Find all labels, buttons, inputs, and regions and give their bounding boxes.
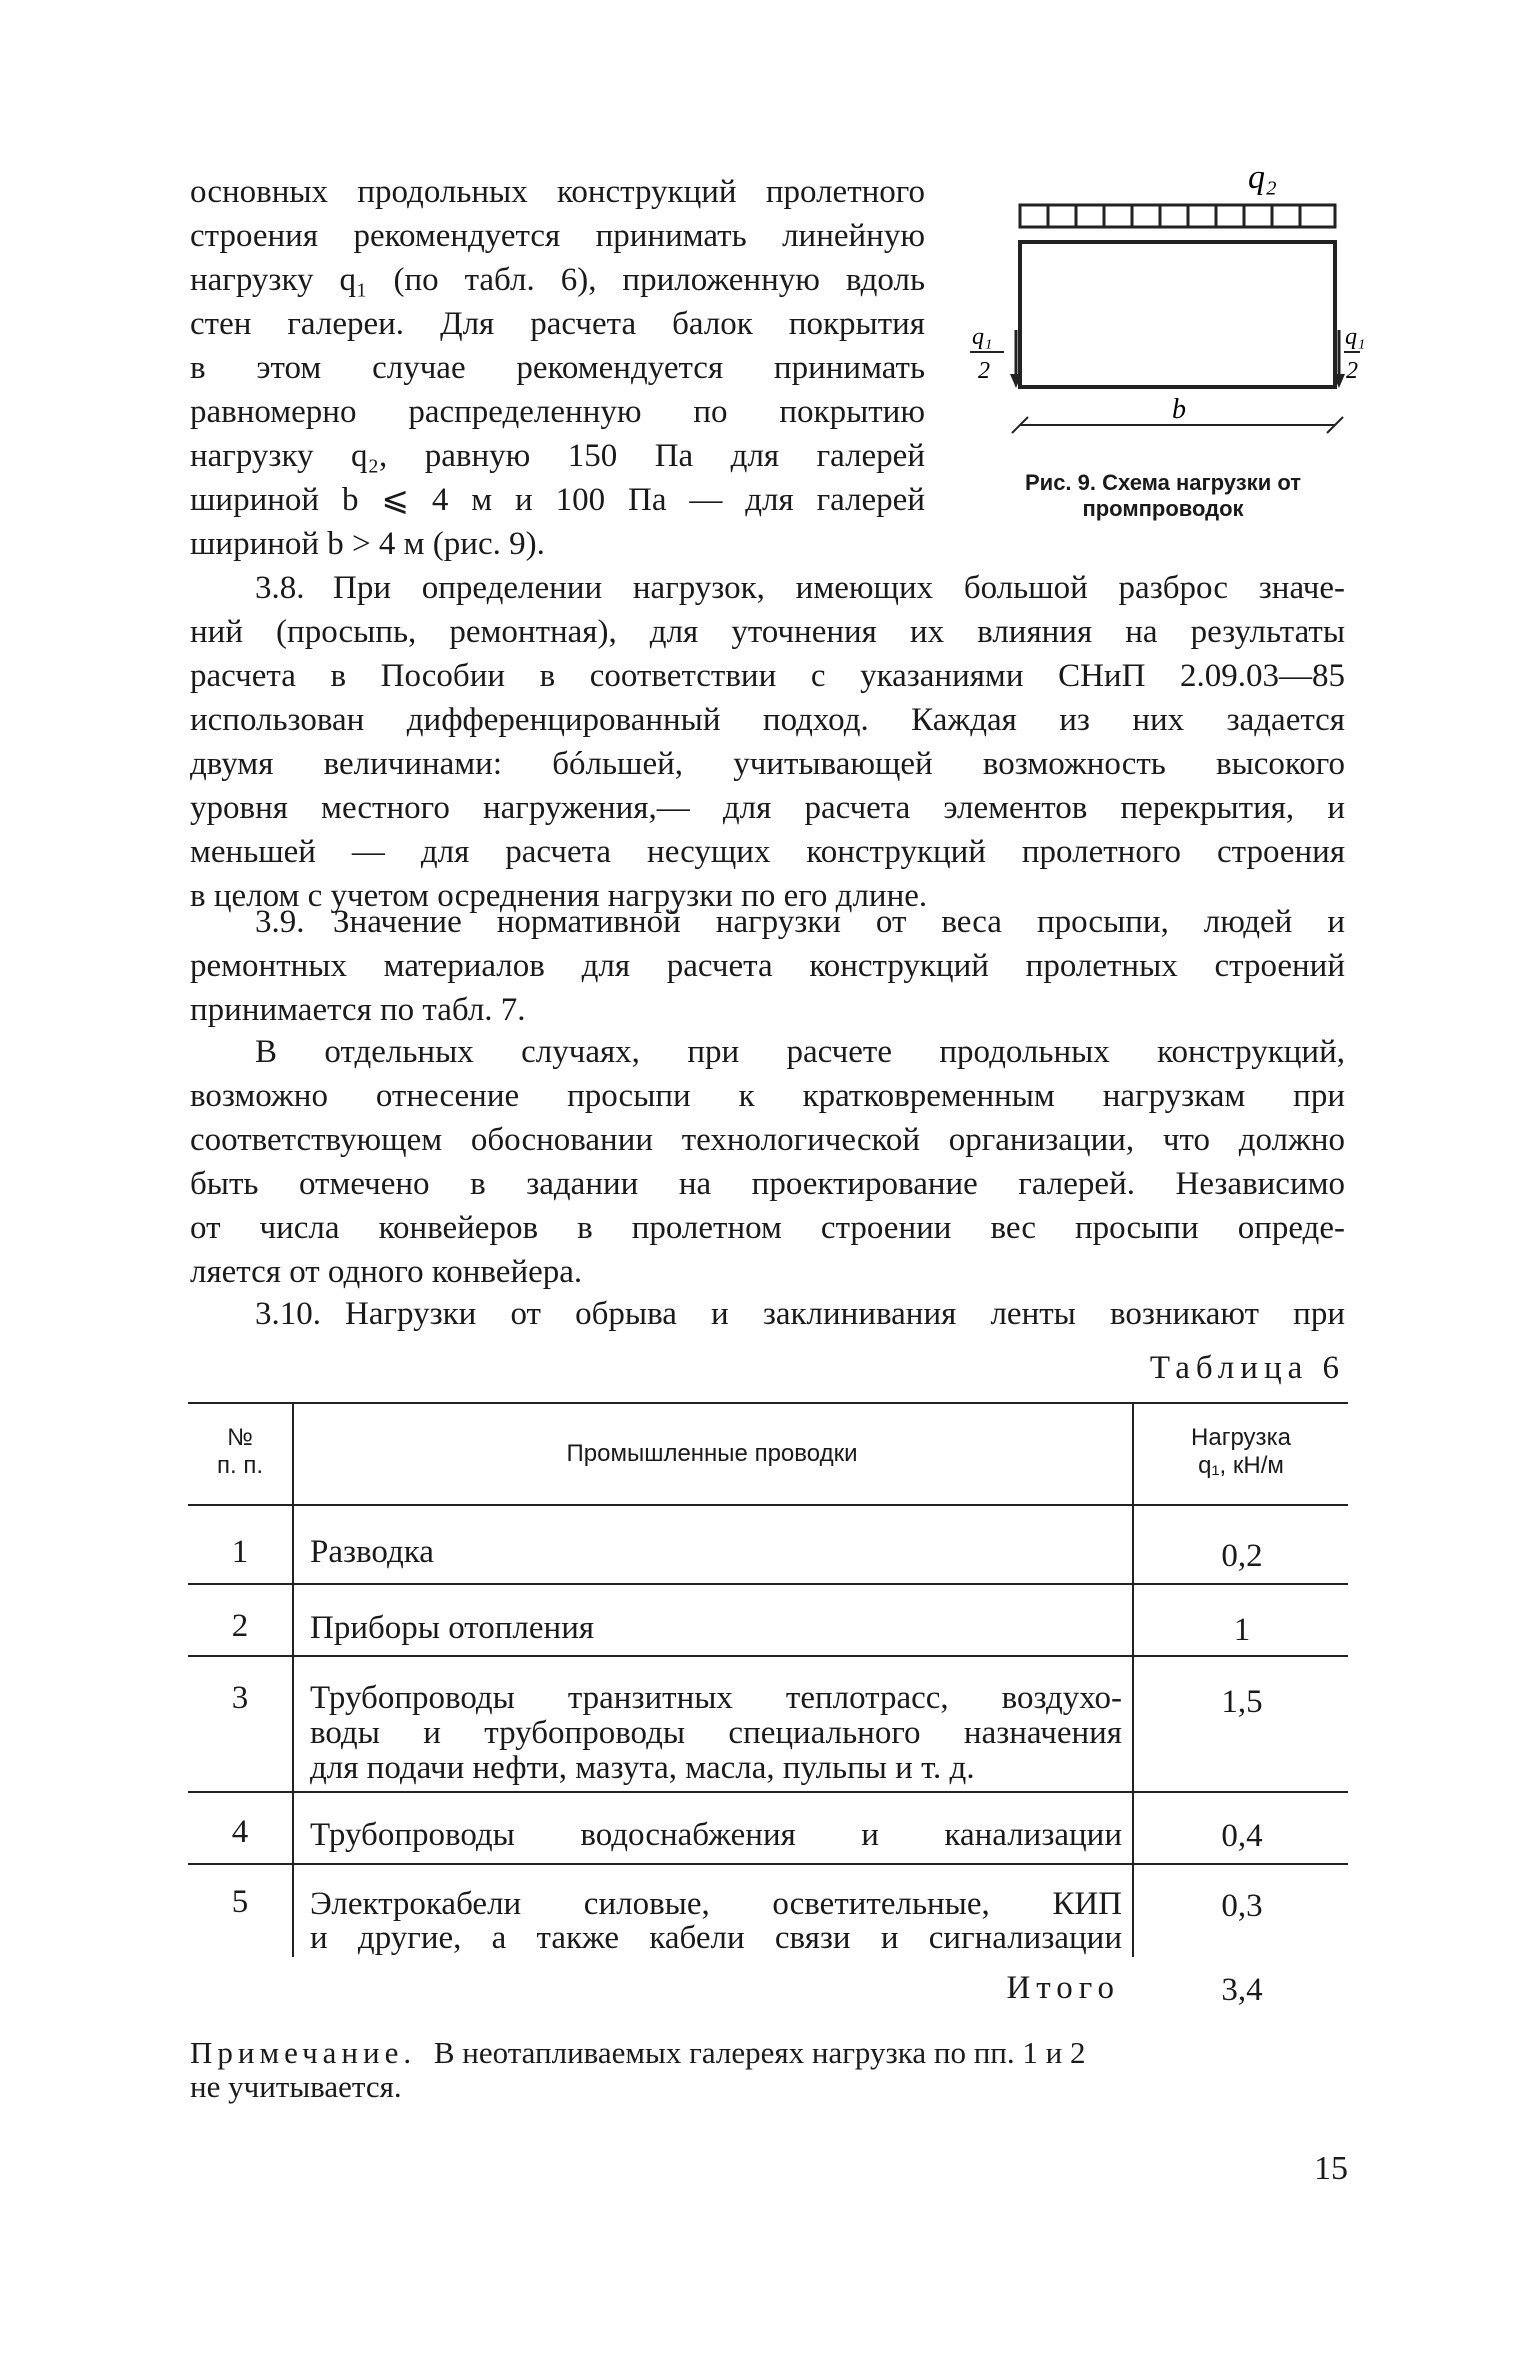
row-description: Трубопроводы транзитных теплотрасс, воздухо- — [310, 1680, 1122, 1716]
row-value: 0,3 — [1221, 1888, 1263, 1924]
figure-caption-line: Рис. 9. Схема нагрузки от — [1025, 470, 1301, 495]
row-number: 5 — [231, 1884, 249, 1920]
text-line: стен галереи. Для расчета балок покрытия — [190, 306, 925, 342]
text-line: В отдельных случаях, при расчете продольных конструкций, — [255, 1034, 1345, 1070]
row-description: Электрокабели силовые, осветительные, КИП — [310, 1886, 1122, 1922]
row-description: для подачи нефти, мазута, масла, пульпы и т. д. — [310, 1750, 975, 1786]
table-rule — [188, 1504, 1348, 1506]
header-load-cell — [1134, 1424, 1348, 1480]
header-text: q₁, кН/м — [1198, 1452, 1284, 1479]
clause-number: 3.8. — [255, 570, 305, 606]
row-description: Трубопроводы водоснабжения и канализации — [310, 1817, 1122, 1853]
total-value: 3,4 — [1221, 1972, 1263, 2008]
text-line: от числа конвейеров в пролетном строении вес просыпи опреде- — [190, 1210, 1345, 1246]
left-q1-label: q₁ — [972, 324, 993, 350]
row-value: 1,5 — [1221, 1684, 1263, 1720]
right-q1-label: q₁ — [1345, 324, 1366, 350]
table-rule — [1132, 1402, 1134, 1957]
clause-number: 3.10. — [255, 1296, 321, 1332]
text-line: шириной b ⩽ 4 м и 100 Па — для галерей — [190, 482, 925, 518]
header-text: № — [227, 1424, 253, 1451]
table-rule — [188, 1863, 1348, 1865]
text-line: При определении нагрузок, имеющих большой разброс значе- — [333, 570, 1345, 606]
row-value: 1 — [1233, 1612, 1251, 1648]
table-rule — [292, 1402, 294, 1957]
text-line: нагрузку q₁ (по табл. 6), приложенную вдоль — [190, 262, 925, 298]
header-text: п. п. — [217, 1452, 263, 1479]
row-number: 2 — [231, 1608, 249, 1644]
text-line: ремонтных материалов для расчета конструкций пролетных строений — [190, 948, 1345, 984]
row-number: 4 — [231, 1814, 249, 1850]
clause-number: 3.9. — [255, 904, 305, 940]
row-description: Разводка — [310, 1534, 434, 1570]
row-number: 3 — [231, 1680, 249, 1716]
text-line: уровня местного нагружения,— для расчета элементов перекрытия, и — [190, 790, 1345, 826]
header-num-cell — [190, 1424, 290, 1480]
left-q1-divisor: 2 — [978, 358, 990, 384]
note-text-continuation: не учитывается. — [190, 2069, 402, 2104]
row-description: и другие, а также кабели связи и сигнализации — [310, 1920, 1122, 1956]
table-rule — [188, 1791, 1348, 1793]
text-line: использован дифференцированный подход. Каждая из них задается — [190, 702, 1345, 738]
note-text: В неотапливаемых галереях нагрузка по пп. 1 и 2 — [433, 2035, 1086, 2070]
row-value: 0,4 — [1221, 1818, 1263, 1854]
text-line: равномерно распределенную по покрытию — [190, 394, 925, 430]
right-q1-divisor: 2 — [1346, 358, 1358, 384]
table-note — [190, 2036, 1345, 2070]
q2-label: q₂ — [1248, 159, 1277, 196]
row-number: 1 — [231, 1534, 249, 1570]
text-line: расчета в Пособии в соответствии с указаниями СНиП 2.09.03—85 — [190, 658, 1345, 694]
text-line: в целом с учетом осреднения нагрузки по его длине. — [190, 878, 928, 914]
row-description: Приборы отопления — [310, 1610, 595, 1646]
table-title: Таблица 6 — [1149, 1350, 1345, 1386]
text-line: шириной b > 4 м (рис. 9). — [190, 526, 545, 562]
header-name-cell: Промышленные проводки — [566, 1440, 858, 1467]
note-label: Примечание. — [190, 2035, 417, 2070]
gallery-section — [1020, 242, 1335, 387]
text-line: ний (просыпь, ремонтная), для уточнения их влияния на результаты — [190, 614, 1345, 650]
table-rule — [188, 1655, 1348, 1657]
load-scheme-figure — [960, 159, 1366, 450]
page-number: 15 — [1314, 2150, 1348, 2187]
text-line: принимается по табл. 7. — [190, 992, 526, 1028]
text-line: двумя величинами: бóльшей, учитывающей возможность высокого — [190, 746, 1345, 782]
row-description: воды и трубопроводы специального назначения — [310, 1715, 1122, 1751]
table-rule — [188, 1402, 1348, 1404]
text-line: соответствующем обосновании технологической организации, что должно — [190, 1122, 1345, 1158]
text-line: меньшей — для расчета несущих конструкций пролетного строения — [190, 834, 1345, 870]
row-value: 0,2 — [1221, 1538, 1263, 1574]
left-load-arrow — [970, 324, 1022, 388]
text-line: Значение нормативной нагрузки от веса просыпи, людей и — [333, 904, 1345, 940]
text-line: нагрузку q₂, равную 150 Па для галерей — [190, 438, 925, 474]
text-line: строения рекомендуется принимать линейную — [190, 218, 925, 254]
figure-caption-line: промпроводок — [1082, 496, 1244, 521]
text-line: возможно отнесение просыпи к кратковременным нагрузкам при — [190, 1078, 1345, 1114]
header-text: Нагрузка — [1191, 1424, 1291, 1451]
text-line: быть отмечено в задании на проектирование галерей. Независимо — [190, 1166, 1345, 1202]
text-line: Нагрузки от обрыва и заклинивания ленты возникают при — [345, 1296, 1345, 1332]
right-load-arrow — [1333, 324, 1365, 388]
table-rule — [188, 1583, 1348, 1585]
text-line: ляется от одного конвейера. — [190, 1254, 583, 1290]
text-line: основных продольных конструкций пролетного — [190, 174, 925, 210]
total-label: Итого — [1006, 1970, 1120, 2006]
width-b-label: b — [1172, 394, 1186, 425]
text-line: в этом случае рекомендуется принимать — [190, 350, 925, 386]
distributed-load — [1020, 205, 1335, 227]
